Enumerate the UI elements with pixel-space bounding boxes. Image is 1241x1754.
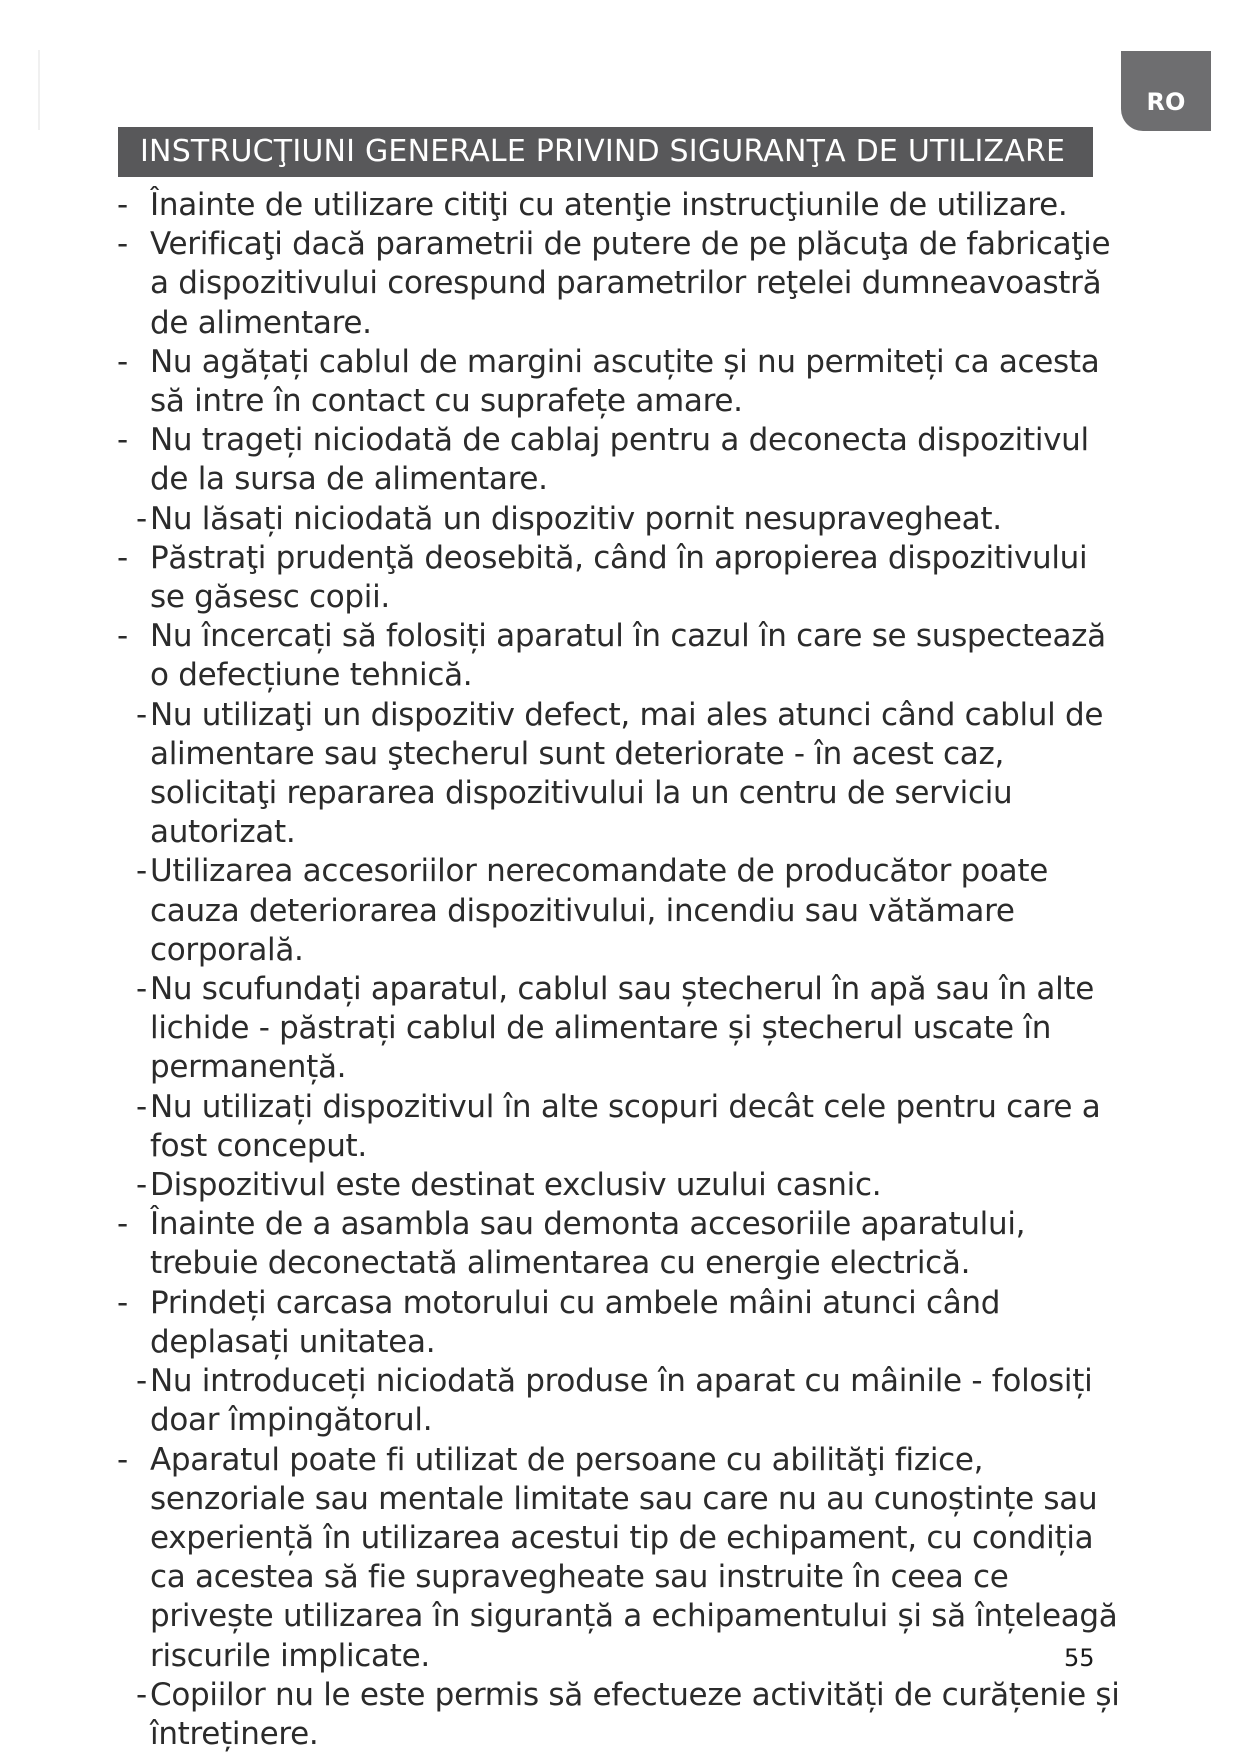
instruction-text: Nu introduceți niciodată produse în aparat cu mâinile - folosiți doar împingătorul. [150,1363,1093,1439]
language-tab: RO [1121,51,1211,131]
bullet-dash: - [136,1363,147,1400]
instruction-text: Nu utilizaţi un dispozitiv defect, mai ales atunci când cablul de alimentare sau ştecherul sunt deteriorate - în acest caz, solicitaţi repararea dispozitivului la un centru de serviciu autorizat. [150,696,1104,851]
page-edge-line [38,50,40,130]
instruction-text: Nu încercați să folosiți aparatul în cazul în care se suspectează o defecțiune tehnică. [150,618,1106,694]
instruction-text: Nu utilizați dispozitivul în alte scopuri decât cele pentru care a fost conceput. [150,1088,1101,1164]
instruction-item [112,500,1122,539]
bullet-dash: - [117,422,128,459]
bullet-dash: - [136,1676,147,1713]
instruction-text: Păstraţi prudenţă deosebită, când în apropierea dispozitivului se găsesc copii. [150,539,1088,616]
bullet-dash: - [136,696,147,733]
instruction-text: Utilizarea accesoriilor nerecomandate de producător poate cauza deteriorarea dispozitivului, incendiu sau vătămare corporală. [150,853,1048,968]
bullet-dash: - [117,226,128,263]
instruction-text: Nu scufundați aparatul, cablul sau ștecherul în apă sau în alte lichide - păstrați cablul de alimentare și ștecherul uscate în permanență. [150,971,1095,1086]
bullet-dash: - [117,1206,128,1243]
bullet-dash: - [136,1088,147,1125]
bullet-dash: - [117,187,128,223]
instruction-text: Dispozitivul este destinat exclusiv uzului casnic. [150,1167,882,1204]
instruction-text: Copiilor nu le este permis să efectueze activități de curățenie și întreținere. [150,1676,1120,1752]
instruction-item [112,343,1122,421]
instruction-text: Nu agățați cablul de margini ascuțite și nu permiteți ca acesta să intre în contact cu suprafețe amare. [150,343,1100,420]
bullet-dash: - [136,500,147,537]
bullet-dash: - [136,971,147,1008]
bullet-dash: - [136,1167,147,1204]
instruction-text: Înainte de a asambla sau demonta accesoriile aparatului, trebuie deconectată alimentarea cu energie electrică. [150,1206,1026,1282]
instruction-text: Prindeți carcasa motorului cu ambele mâini atunci când deplasați unitatea. [150,1284,1001,1360]
instruction-item [112,1441,1122,1676]
instruction-item [112,1088,1122,1166]
instruction-item [112,696,1122,853]
bullet-dash: - [136,853,147,890]
instruction-text: Înainte de utilizare citiţi cu atenţie instrucţiunile de utilizare. [150,187,1068,223]
bullet-dash: - [117,343,128,380]
instruction-item [112,1166,1122,1205]
bullet-dash: - [117,618,128,655]
page-number: 55 [1064,1644,1095,1672]
instruction-item [112,617,1122,695]
bullet-dash: - [117,1284,128,1321]
instruction-item [112,970,1122,1088]
instruction-text: Nu lăsați niciodată un dispozitiv pornit nesupravegheat. [150,500,1002,537]
section-title: INSTRUCŢIUNI GENERALE PRIVIND SIGURANŢA DE UTILIZARE [118,127,1093,177]
instruction-item [112,1676,1122,1754]
safety-instructions-list [112,186,1122,1754]
bullet-dash: - [117,1441,128,1478]
instruction-item [112,421,1122,499]
instruction-text: Nu trageți niciodată de cablaj pentru a deconecta dispozitivul de la sursa de alimentare. [150,422,1089,498]
instruction-item [112,852,1122,970]
instruction-item [112,539,1122,617]
instruction-item [112,1205,1122,1283]
instruction-item [112,186,1122,225]
bullet-dash: - [117,539,128,576]
instruction-text: Aparatul poate fi utilizat de persoane cu abilităţi fizice, senzoriale sau mentale limitate sau care nu au cunoștințe sau experiență în utilizarea acestui tip de echipament, cu condiția ca acestea să fie supravegheate sau instruite în ceea ce privește utilizarea în siguranță a echipamentului și să înțeleagă riscurile implicate. [150,1441,1118,1674]
instruction-item [112,1284,1122,1362]
instruction-item [112,225,1122,343]
instruction-item [112,1362,1122,1440]
instruction-text: Verificaţi dacă parametrii de putere de pe plăcuţa de fabricaţie a dispozitivului corespund parametrilor reţelei dumneavoastră de alimentare. [150,226,1111,341]
